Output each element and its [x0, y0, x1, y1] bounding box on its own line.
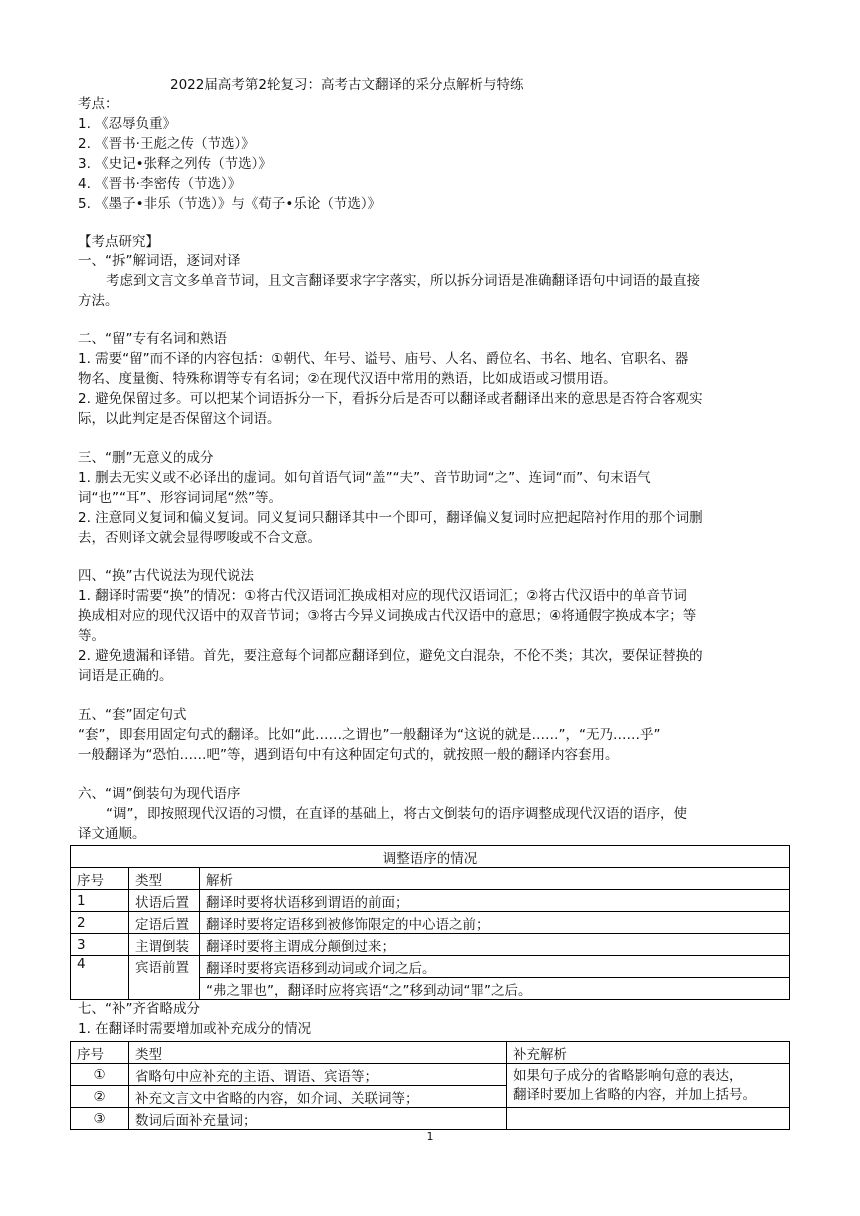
section-text: 换成相对应的现代汉语中的双音节词；③将古今异义词换成古代汉语中的意思；④将通假字换成本字；等 [78, 608, 697, 624]
table-cell [507, 1064, 790, 1108]
section-text: 1. 在翻译时需要增加或补充成分的情况 [78, 1021, 312, 1037]
section-text: 词语是正确的。 [78, 668, 173, 684]
kaodian-label: 考点： [78, 96, 119, 112]
section-text: 物名、度量衡、特殊称谓等专有名词；②在现代汉语中常用的熟语，比如成语或习惯用语。 [78, 371, 617, 387]
table-cell: 翻译时要将状语移到谓语的前面； [200, 890, 790, 912]
note-line: 如果句子成分的省略影响句意的表达， [513, 1067, 743, 1084]
section-text: 1. 需要“留”而不译的内容包括：①朝代、年号、谥号、庙号、人名、爵位名、书名、地名、官职名、器 [78, 351, 689, 367]
table-cell: 数词后面补充量词； [129, 1108, 507, 1130]
table-row [71, 1064, 790, 1086]
section-text: “套”，即套用固定句式的翻译。比如“此……之谓也”一般翻译为“这说的就是……”，“无乃……乎” [78, 727, 661, 743]
section-text: 译文通顺。 [78, 826, 146, 842]
section-text: 考虑到文言文多单音节词，且文言翻译要求字字落实，所以拆分词语是准确翻译语句中词语的最直接 [106, 273, 700, 289]
table-row [71, 934, 790, 956]
table-cell: 省略句中应补充的主语、谓语、宾语等； [129, 1064, 507, 1086]
table-cell: 宾语前置 [129, 956, 200, 1000]
table-cell: 定语后置 [129, 912, 200, 934]
table-row [71, 956, 790, 978]
section-text: 1. 翻译时需要“换”的情况：①将古代汉语词汇换成相对应的现代汉语词汇；②将古代汉语中的单音节词 [78, 588, 687, 604]
table-header-row [71, 868, 790, 890]
table-caption: 调整语序的情况 [71, 846, 790, 868]
section-text: 1. 删去无实义或不必译出的虚词。如句首语气词“盖”“夫”、音节助词“之”、连词“而”、句末语气 [78, 470, 651, 486]
table-row [71, 890, 790, 912]
table-cell: ② [71, 1086, 129, 1108]
table-header: 序号 [71, 868, 129, 890]
section-text: 2. 避免遗漏和译错。首先，要注意每个词都应翻译到位，避免文白混杂，不伦不类；其次，要保证替换的 [78, 648, 703, 664]
word-order-table [70, 845, 790, 1000]
table-header: 序号 [71, 1042, 129, 1064]
research-heading: 【考点研究】 [78, 234, 159, 250]
table-cell: 翻译时要将宾语移到动词或介词之后。 [200, 956, 790, 978]
table-cell: “弗之罪也”，翻译时应将宾语“之”移到动词“罪”之后。 [200, 978, 790, 1000]
document-title: 2022届高考第2轮复习：高考古文翻译的采分点解析与特练 [170, 77, 524, 93]
table-cell: 3 [71, 934, 129, 956]
table-cell: 翻译时要将主谓成分颠倒过来； [200, 934, 790, 956]
section-text: 际，以此判定是否保留这个词语。 [78, 411, 281, 427]
table-cell: 主谓倒装 [129, 934, 200, 956]
table-cell: ① [71, 1064, 129, 1086]
table-row [71, 1108, 790, 1130]
table-row [71, 912, 790, 934]
table-header: 类型 [129, 868, 200, 890]
section-text: 方法。 [78, 293, 119, 309]
table-cell: 补充文言文中省略的内容，如介词、关联词等； [129, 1086, 507, 1108]
section-text: 词“也”“耳”、形容词词尾“然”等。 [78, 490, 282, 506]
section-text: 一般翻译为“恐怕……吧”等，遇到语句中有这种固定句式的，就按照一般的翻译内容套用。 [78, 747, 619, 763]
page-number: 1 [426, 1130, 434, 1143]
table-cell: ③ [71, 1108, 129, 1130]
table-caption-row [71, 846, 790, 868]
note-line: 翻译时要加上省略的内容，并加上括号。 [513, 1086, 756, 1103]
section-text: 2. 避免保留过多。可以把某个词语拆分一下，看拆分后是否可以翻译或者翻译出来的意思是否符合客观实 [78, 391, 703, 407]
section-heading: 四、“换”古代说法为现代说法 [78, 568, 254, 584]
section-heading: 六、“调”倒装句为现代语序 [78, 786, 241, 802]
kaodian-item: 3. 《史记•张释之列传（节选）》 [78, 156, 272, 172]
table-cell: 2 [71, 912, 129, 934]
section-text: “调”，即按照现代汉语的习惯，在直译的基础上，将古文倒装句的语序调整成现代汉语的语序，使 [106, 806, 687, 822]
table-cell: 状语后置 [129, 890, 200, 912]
kaodian-item: 4. 《晋书·李密传（节选）》 [78, 176, 242, 192]
section-heading: 三、“删”无意义的成分 [78, 450, 214, 466]
table-cell: 4 [71, 956, 129, 1000]
kaodian-item: 5. 《墨子•非乐（节选）》与《荀子•乐论（节选）》 [78, 196, 382, 212]
section-heading: 二、“留”专有名词和熟语 [78, 331, 227, 347]
section-text: 等。 [78, 628, 105, 644]
table-header: 解析 [200, 868, 790, 890]
table-cell [507, 1108, 790, 1130]
table-header-row [71, 1042, 790, 1064]
section-heading: 一、“拆”解词语，逐词对译 [78, 253, 241, 269]
table-cell: 翻译时要将定语移到被修饰限定的中心语之前； [200, 912, 790, 934]
supplement-table [70, 1041, 790, 1130]
section-heading: 五、“套”固定句式 [78, 707, 187, 723]
kaodian-item: 1. 《忍辱负重》 [78, 116, 177, 132]
table-header: 类型 [129, 1042, 507, 1064]
table-header: 补充解析 [507, 1042, 790, 1064]
kaodian-item: 2. 《晋书·王彪之传（节选）》 [78, 136, 255, 152]
section-text: 去，否则译文就会显得啰唆或不合文意。 [78, 530, 321, 546]
section-heading: 七、“补”齐省略成分 [78, 1001, 200, 1017]
table-cell: 1 [71, 890, 129, 912]
section-text: 2. 注意同义复词和偏义复词。同义复词只翻译其中一个即可，翻译偏义复词时应把起陪衬作用的那个词删 [78, 510, 703, 526]
